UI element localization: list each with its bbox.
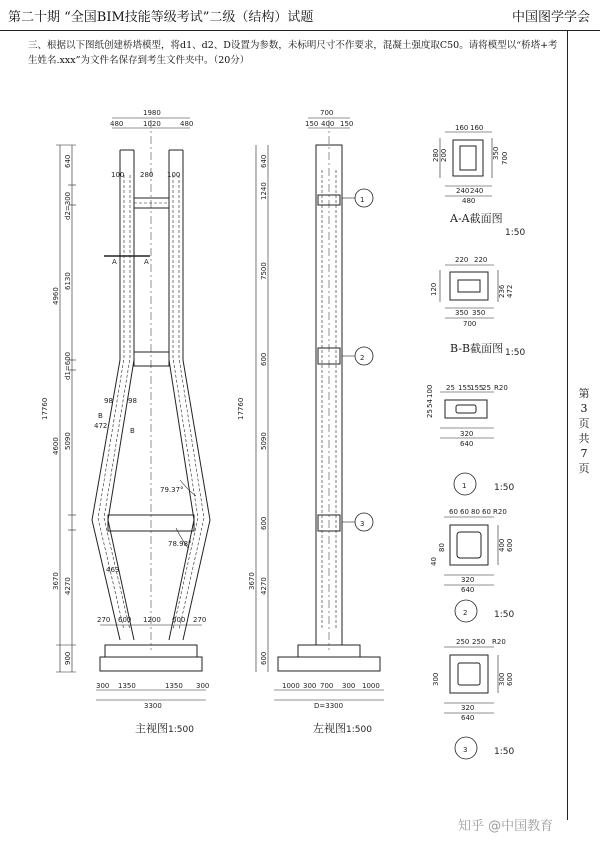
right-leg-outer (183, 150, 210, 640)
dim-label: d2=300 (64, 191, 72, 220)
dim-label: 600 (506, 672, 514, 686)
section-mark-a: A (112, 258, 117, 266)
dim-label: 100 (426, 384, 434, 398)
dim-label: 400 (321, 120, 335, 128)
dim-label: 600 (506, 538, 514, 552)
task-text: 三、根据以下图纸创建桥塔模型，将d1、d2、D设置为参数，未标明尺寸不作要求，混凝土强度取C50。请将模型以“桥塔+考生姓名.xxx”为文件名保存到考生文件夹中。（20分） (28, 40, 558, 66)
front-view-scale: 1:500 (168, 725, 194, 735)
dim-label: 1350 (118, 682, 136, 690)
dim-label: 220 (455, 256, 469, 264)
section-mark-b: B (98, 412, 103, 420)
section-3-drawing (444, 647, 498, 759)
dim-label: 640 (461, 586, 475, 594)
dim-label: 300 (342, 682, 356, 690)
section-3-scale: 1:50 (494, 747, 515, 757)
section-mark-a: A (144, 258, 149, 266)
dim-label: 6130 (64, 272, 72, 290)
dim-label: 320 (460, 430, 474, 438)
dim-label: 3300 (144, 702, 162, 710)
dim-label: 472 (94, 422, 108, 430)
dim-label: 1350 (165, 682, 183, 690)
dim-label: 350 (455, 309, 469, 317)
dim-label: d1=600 (64, 351, 72, 380)
dim-label: 640 (461, 714, 475, 722)
dim-label: 280 (432, 148, 440, 162)
front-view-drawing (56, 118, 210, 700)
dim-label: 98 (128, 397, 137, 405)
dim-label: 400 (498, 538, 506, 552)
side-view-drawing (256, 118, 384, 700)
dim-label: 300 (96, 682, 110, 690)
dim-label: R20 (492, 638, 506, 646)
side-footing (278, 657, 380, 671)
dim-label: 4960 (52, 287, 60, 305)
dim-label: 600 (260, 352, 268, 366)
dim-label: 5090 (64, 432, 72, 450)
dim-label: 350 (492, 146, 500, 160)
section-bb-title: B-B截面图 (450, 342, 504, 355)
dim-label: 17760 (237, 397, 245, 420)
dim-label: 236 (498, 284, 506, 298)
dim-label: 350 (472, 309, 486, 317)
dim-label: 5090 (260, 432, 268, 450)
dim-label: 700 (320, 109, 334, 117)
section-2-scale: 1:50 (494, 610, 515, 620)
marker-label: 2 (360, 354, 365, 362)
dim-label: 80 (471, 508, 480, 516)
dim-label: 600 (260, 651, 268, 665)
dim-label: 120 (430, 282, 438, 296)
dim-label: 60 (449, 508, 458, 516)
section-2-drawing (444, 517, 498, 622)
dim-label: 240 (456, 187, 470, 195)
dim-label: 150 (305, 120, 319, 128)
dim-label: 40 (430, 557, 438, 566)
dim-label: 60 (482, 508, 491, 516)
section-1-title: 1 (462, 482, 467, 490)
header-org: 中国图学学会 (511, 10, 590, 25)
dim-label: 320 (461, 704, 475, 712)
dim-label: 600 (172, 616, 186, 624)
dim-label: 200 (440, 148, 448, 162)
dim-label: 900 (64, 651, 72, 665)
dim-label: 3670 (52, 572, 60, 590)
dim-label: 25 (426, 409, 434, 418)
header-title: 第二十期 “全国BIM技能等级考试”二级（结构）试题 (8, 10, 314, 25)
dim-label: 640 (64, 154, 72, 168)
dim-label: 1980 (143, 109, 161, 117)
marker-label: 3 (360, 520, 365, 528)
dim-label: D=3300 (314, 702, 344, 710)
dim-label: 240 (470, 187, 484, 195)
dim-label: 700 (320, 682, 334, 690)
dim-label: 600 (118, 616, 132, 624)
side-foundation (298, 645, 360, 657)
dim-label: 280 (140, 171, 154, 179)
front-footing (100, 657, 202, 671)
dim-label: 25 (446, 384, 455, 392)
dim-label: R20 (494, 384, 508, 392)
dim-label: 98 (104, 397, 113, 405)
dim-label: 220 (474, 256, 488, 264)
dim-label: 4600 (52, 437, 60, 455)
angle-label: 78.98° (168, 540, 192, 548)
side-view-caption: 左视图 (313, 722, 346, 735)
section-aa-scale: 1:50 (505, 228, 526, 238)
dim-label: 155 (458, 384, 472, 392)
dim-label: 160 (470, 124, 484, 132)
dim-label: 270 (97, 616, 111, 624)
dim-label: 300 (498, 672, 506, 686)
dim-label: 155 (470, 384, 484, 392)
page-counter-char: 第 (578, 387, 590, 400)
dim-label: 1000 (362, 682, 380, 690)
page-counter-char: 页 (578, 417, 590, 430)
dim-label: 7500 (260, 262, 268, 280)
dim-label: 150 (340, 120, 354, 128)
dim-label: 1000 (282, 682, 300, 690)
dim-label: R20 (493, 508, 507, 516)
dim-label: 1200 (143, 616, 161, 624)
dim-label: 270 (193, 616, 207, 624)
section-3-title: 3 (463, 746, 468, 754)
dim-label: 320 (461, 576, 475, 584)
angle-label: 79.37° (160, 486, 184, 494)
dim-label: 300 (432, 672, 440, 686)
dim-label: 700 (501, 151, 509, 165)
dim-label: 1240 (260, 182, 268, 200)
page-counter-char: 3 (580, 402, 588, 415)
marker-label: 1 (360, 196, 365, 204)
dim-label: 300 (196, 682, 210, 690)
middle-crossbeam (134, 352, 169, 366)
dim-label: 1020 (143, 120, 161, 128)
dim-label: 160 (455, 124, 469, 132)
section-aa-title: A-A截面图 (450, 212, 503, 225)
dim-label: 480 (462, 197, 476, 205)
page-counter-char: 页 (578, 462, 590, 475)
dim-label: 250 (472, 638, 486, 646)
section-mark-b: B (130, 427, 135, 435)
right-leg-inner (169, 150, 194, 640)
front-view-caption: 主视图 (135, 722, 168, 735)
dim-label: 472 (506, 284, 514, 298)
dim-label: 600 (260, 516, 268, 530)
page-counter-char: 共 (578, 432, 590, 445)
dim-label: 700 (463, 320, 477, 328)
dim-label: 100 (111, 171, 125, 179)
dim-label: 17760 (41, 397, 49, 420)
front-foundation (105, 645, 197, 657)
section-bb-drawing (440, 265, 498, 318)
dim-label: 463 (106, 566, 120, 574)
dim-label: 480 (110, 120, 124, 128)
dim-label: 80 (438, 543, 446, 552)
dim-label: 250 (456, 638, 470, 646)
dim-label: 60 (460, 508, 469, 516)
dim-label: 480 (180, 120, 194, 128)
dim-label: 300 (303, 682, 317, 690)
page-counter-char: 7 (580, 447, 588, 460)
dim-label: 25 (482, 384, 491, 392)
watermark: 知乎 @中国教育 (458, 819, 554, 834)
dim-label: 4270 (260, 577, 268, 595)
dim-label: 100 (167, 171, 181, 179)
section-bb-scale: 1:50 (505, 348, 526, 358)
dim-label: 4270 (64, 577, 72, 595)
dim-label: 640 (260, 154, 268, 168)
side-view-scale: 1:500 (346, 725, 372, 735)
dim-label: 640 (460, 440, 474, 448)
dim-label: 3670 (248, 572, 256, 590)
section-2-title: 2 (463, 609, 468, 617)
dim-label: 54 (426, 399, 434, 408)
section-1-scale: 1:50 (494, 483, 515, 493)
